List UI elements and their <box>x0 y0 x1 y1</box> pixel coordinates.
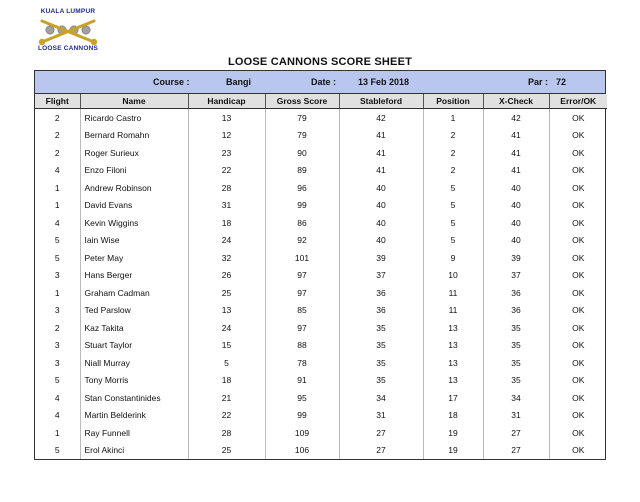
cell-gross-score: 109 <box>265 424 339 442</box>
cell-name: Ricardo Castro <box>80 109 188 127</box>
column-header-gross-score: Gross Score <box>265 94 339 109</box>
cell-name: Stuart Taylor <box>80 337 188 355</box>
cell-position: 11 <box>423 284 483 302</box>
cell-name: Kaz Takita <box>80 319 188 337</box>
cell-stableford: 41 <box>339 162 423 180</box>
cell-flight: 5 <box>35 442 80 460</box>
date-label: Date : <box>311 77 337 87</box>
cell-flight: 1 <box>35 284 80 302</box>
cell-error-ok: OK <box>572 147 585 158</box>
table-row <box>35 372 607 390</box>
cell-stableford: 41 <box>339 144 423 162</box>
cell-position: 19 <box>423 442 483 460</box>
cell-error-ok: OK <box>572 200 585 211</box>
cell-x-check: 40 <box>483 179 549 197</box>
cell-handicap: 24 <box>188 232 265 250</box>
par-label: Par : <box>528 77 549 87</box>
table-body <box>35 109 607 460</box>
table-row <box>35 232 607 250</box>
cell-position: 18 <box>423 407 483 425</box>
cell-handicap: 25 <box>188 284 265 302</box>
cell-gross-score: 101 <box>265 249 339 267</box>
score-sheet <box>34 70 606 460</box>
cell-stableford: 40 <box>339 214 423 232</box>
table-row <box>35 179 607 197</box>
cell-error-ok: OK <box>572 287 585 298</box>
cell-handicap: 22 <box>188 162 265 180</box>
cell-stableford: 31 <box>339 407 423 425</box>
table-row <box>35 389 607 407</box>
course-value: Bangi <box>226 77 252 87</box>
cell-gross-score: 91 <box>265 372 339 390</box>
cell-handicap: 18 <box>188 372 265 390</box>
cell-stableford: 36 <box>339 284 423 302</box>
cell-x-check: 36 <box>483 284 549 302</box>
logo-bottom-text: LOOSE CANNONS <box>37 45 99 52</box>
table-row <box>35 109 607 127</box>
table-row <box>35 284 607 302</box>
cell-name: Ray Funnell <box>80 424 188 442</box>
cell-gross-score: 79 <box>265 127 339 145</box>
cell-error-ok: OK <box>572 305 585 316</box>
column-header-handicap: Handicap <box>188 94 265 109</box>
cell-flight: 2 <box>35 109 80 127</box>
cell-flight: 5 <box>35 232 80 250</box>
cell-position: 5 <box>423 214 483 232</box>
table-row <box>35 302 607 320</box>
cell-x-check: 42 <box>483 109 549 127</box>
cell-gross-score: 97 <box>265 284 339 302</box>
column-header-name: Name <box>80 94 188 109</box>
cell-stableford: 35 <box>339 337 423 355</box>
cell-flight: 3 <box>35 354 80 372</box>
cell-stableford: 36 <box>339 302 423 320</box>
cell-name: Niall Murray <box>80 354 188 372</box>
cell-handicap: 28 <box>188 179 265 197</box>
cell-handicap: 13 <box>188 109 265 127</box>
cell-x-check: 40 <box>483 232 549 250</box>
cell-stableford: 35 <box>339 319 423 337</box>
cell-flight: 2 <box>35 144 80 162</box>
cell-error-ok: OK <box>572 427 585 438</box>
course-label: Course : <box>153 77 190 87</box>
cell-handicap: 12 <box>188 127 265 145</box>
cell-position: 13 <box>423 337 483 355</box>
cell-handicap: 24 <box>188 319 265 337</box>
cell-handicap: 22 <box>188 407 265 425</box>
cell-stableford: 41 <box>339 127 423 145</box>
cell-x-check: 35 <box>483 319 549 337</box>
cell-error-ok: OK <box>572 130 585 141</box>
cell-x-check: 34 <box>483 389 549 407</box>
cell-position: 13 <box>423 319 483 337</box>
table-row <box>35 197 607 215</box>
cell-position: 5 <box>423 232 483 250</box>
cell-error-ok: OK <box>572 165 585 176</box>
column-header-error-ok: Error/OK <box>549 94 607 109</box>
table-header-row <box>35 94 607 109</box>
table-row <box>35 337 607 355</box>
cell-handicap: 32 <box>188 249 265 267</box>
cell-gross-score: 95 <box>265 389 339 407</box>
cell-stableford: 40 <box>339 232 423 250</box>
cell-gross-score: 78 <box>265 354 339 372</box>
cell-position: 10 <box>423 267 483 285</box>
table-row <box>35 424 607 442</box>
cell-x-check: 35 <box>483 372 549 390</box>
cell-name: Tony Morris <box>80 372 188 390</box>
cell-stableford: 37 <box>339 267 423 285</box>
cell-error-ok: OK <box>572 445 585 456</box>
cell-stableford: 42 <box>339 109 423 127</box>
cell-x-check: 41 <box>483 162 549 180</box>
cell-stableford: 40 <box>339 179 423 197</box>
cell-name: Roger Surieux <box>80 144 188 162</box>
table-row <box>35 319 607 337</box>
cell-name: Hans Berger <box>80 267 188 285</box>
column-header-flight: Flight <box>35 94 80 109</box>
cell-handicap: 26 <box>188 267 265 285</box>
table-row <box>35 162 607 180</box>
cell-handicap: 13 <box>188 302 265 320</box>
cell-position: 2 <box>423 144 483 162</box>
cell-position: 5 <box>423 197 483 215</box>
cell-error-ok: OK <box>572 182 585 193</box>
logo-top-text: KUALA LUMPUR <box>40 8 96 15</box>
cell-name: Andrew Robinson <box>80 179 188 197</box>
cell-stableford: 34 <box>339 389 423 407</box>
column-header-stableford: Stableford <box>339 94 423 109</box>
cell-name: Erol Akinci <box>80 442 188 460</box>
cell-error-ok: OK <box>572 235 585 246</box>
cell-name: Enzo Filoni <box>80 162 188 180</box>
cell-x-check: 27 <box>483 442 549 460</box>
cell-error-ok: OK <box>572 112 585 123</box>
cell-error-ok: OK <box>572 357 585 368</box>
cell-position: 1 <box>423 109 483 127</box>
cell-flight: 5 <box>35 249 80 267</box>
cell-stableford: 39 <box>339 249 423 267</box>
cell-x-check: 27 <box>483 424 549 442</box>
cell-name: Peter May <box>80 249 188 267</box>
cell-gross-score: 86 <box>265 214 339 232</box>
cell-x-check: 40 <box>483 214 549 232</box>
cell-position: 17 <box>423 389 483 407</box>
cell-gross-score: 79 <box>265 109 339 127</box>
cell-position: 13 <box>423 372 483 390</box>
column-header-position: Position <box>423 94 483 109</box>
table-row <box>35 127 607 145</box>
cell-position: 19 <box>423 424 483 442</box>
cell-stableford: 35 <box>339 354 423 372</box>
cell-stableford: 35 <box>339 372 423 390</box>
cell-gross-score: 97 <box>265 319 339 337</box>
club-logo <box>34 8 102 54</box>
cell-handicap: 25 <box>188 442 265 460</box>
cell-position: 2 <box>423 162 483 180</box>
cell-name: Stan Constantinides <box>80 389 188 407</box>
cell-gross-score: 90 <box>265 144 339 162</box>
cell-gross-score: 88 <box>265 337 339 355</box>
cell-x-check: 36 <box>483 302 549 320</box>
table-row <box>35 214 607 232</box>
cell-handicap: 15 <box>188 337 265 355</box>
cell-stableford: 40 <box>339 197 423 215</box>
cell-flight: 4 <box>35 389 80 407</box>
cell-handicap: 23 <box>188 144 265 162</box>
cell-position: 11 <box>423 302 483 320</box>
round-info-bar <box>35 71 605 94</box>
cell-gross-score: 106 <box>265 442 339 460</box>
table-row <box>35 442 607 460</box>
cell-gross-score: 89 <box>265 162 339 180</box>
cell-position: 2 <box>423 127 483 145</box>
cell-x-check: 41 <box>483 144 549 162</box>
date-value: 13 Feb 2018 <box>358 77 410 87</box>
cell-name: David Evans <box>80 197 188 215</box>
cell-flight: 1 <box>35 197 80 215</box>
cell-flight: 2 <box>35 319 80 337</box>
score-table <box>35 94 607 459</box>
cell-name: Graham Cadman <box>80 284 188 302</box>
cell-name: Iain Wise <box>80 232 188 250</box>
cell-flight: 5 <box>35 372 80 390</box>
cell-gross-score: 92 <box>265 232 339 250</box>
cell-x-check: 37 <box>483 267 549 285</box>
cell-error-ok: OK <box>572 270 585 281</box>
cell-error-ok: OK <box>572 340 585 351</box>
table-row <box>35 354 607 372</box>
cell-error-ok: OK <box>572 392 585 403</box>
cell-handicap: 5 <box>188 354 265 372</box>
cell-error-ok: OK <box>572 322 585 333</box>
cell-gross-score: 97 <box>265 267 339 285</box>
table-row <box>35 144 607 162</box>
cell-flight: 4 <box>35 407 80 425</box>
cell-gross-score: 96 <box>265 179 339 197</box>
cell-flight: 2 <box>35 127 80 145</box>
cell-x-check: 35 <box>483 337 549 355</box>
cell-handicap: 18 <box>188 214 265 232</box>
cell-stableford: 27 <box>339 424 423 442</box>
cell-handicap: 21 <box>188 389 265 407</box>
table-row <box>35 407 607 425</box>
cell-error-ok: OK <box>572 410 585 421</box>
cell-gross-score: 99 <box>265 407 339 425</box>
cell-flight: 1 <box>35 424 80 442</box>
cell-gross-score: 85 <box>265 302 339 320</box>
cell-flight: 3 <box>35 267 80 285</box>
cell-position: 13 <box>423 354 483 372</box>
cell-name: Kevin Wiggins <box>80 214 188 232</box>
cell-stableford: 27 <box>339 442 423 460</box>
cell-x-check: 35 <box>483 354 549 372</box>
cell-gross-score: 99 <box>265 197 339 215</box>
cell-x-check: 31 <box>483 407 549 425</box>
cell-error-ok: OK <box>572 252 585 263</box>
cell-name: Ted Parslow <box>80 302 188 320</box>
cell-position: 5 <box>423 179 483 197</box>
cell-flight: 3 <box>35 302 80 320</box>
cell-x-check: 39 <box>483 249 549 267</box>
cell-flight: 4 <box>35 214 80 232</box>
column-header-x-check: X-Check <box>483 94 549 109</box>
page-title: LOOSE CANNONS SCORE SHEET <box>227 56 413 68</box>
cell-name: Martin Belderink <box>80 407 188 425</box>
cell-handicap: 28 <box>188 424 265 442</box>
cell-position: 9 <box>423 249 483 267</box>
cell-flight: 4 <box>35 162 80 180</box>
cell-x-check: 40 <box>483 197 549 215</box>
cell-x-check: 41 <box>483 127 549 145</box>
cell-flight: 3 <box>35 337 80 355</box>
table-row <box>35 249 607 267</box>
cell-flight: 1 <box>35 179 80 197</box>
cell-error-ok: OK <box>572 217 585 228</box>
par-value: 72 <box>556 77 567 87</box>
cell-error-ok: OK <box>572 375 585 386</box>
cell-name: Bernard Romahn <box>80 127 188 145</box>
cell-handicap: 31 <box>188 197 265 215</box>
table-row <box>35 267 607 285</box>
